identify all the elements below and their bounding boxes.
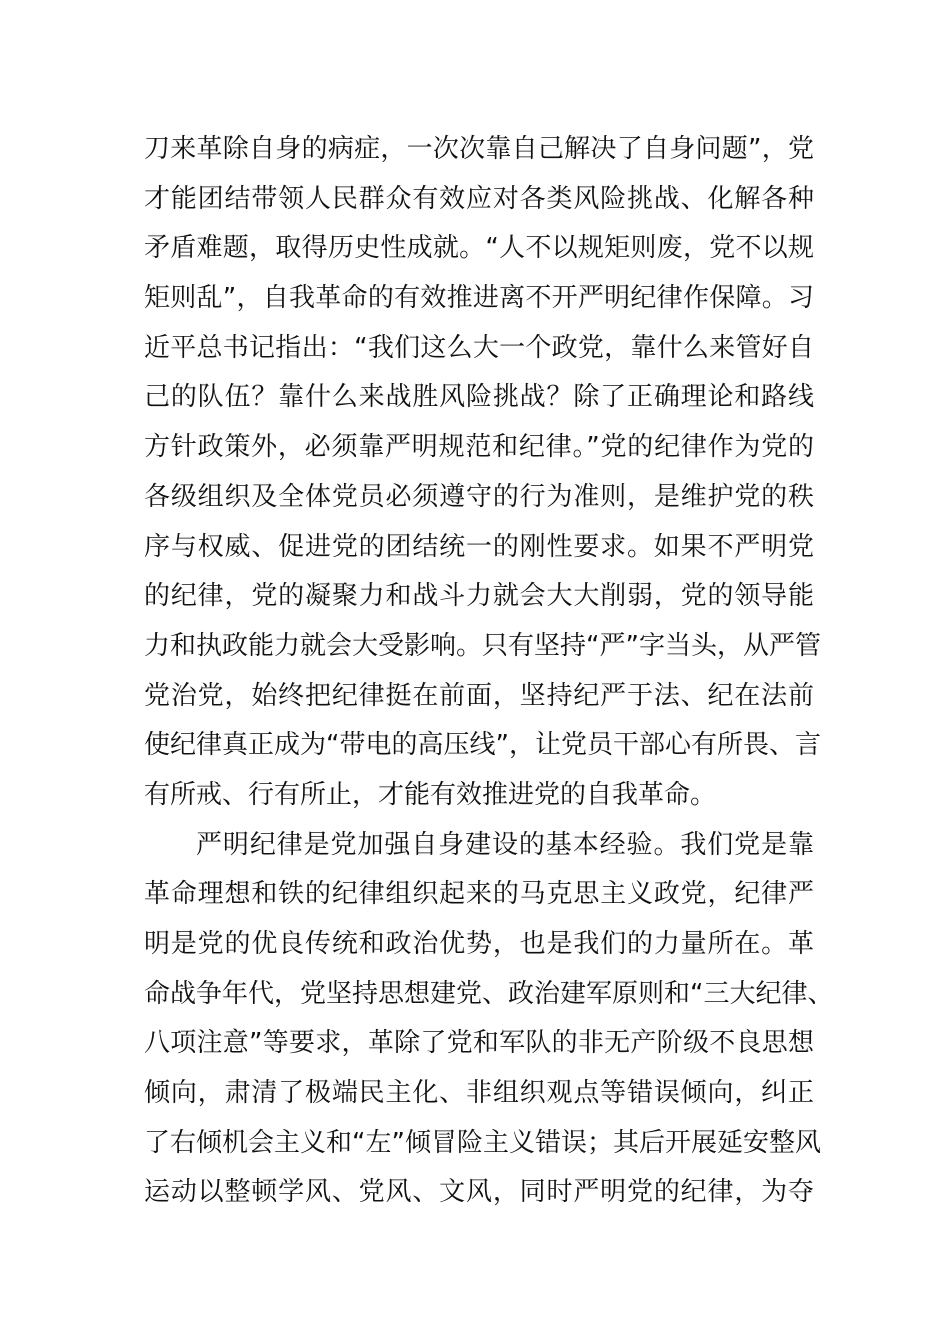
text-line: 明是党的优良传统和政治优势，也是我们的力量所在。革 bbox=[144, 929, 814, 959]
text-line: 近平总书记指出：“我们这么大一个政党，靠什么来管好自 bbox=[144, 332, 814, 363]
text-line: 己的队伍？靠什么来战胜风险挑战？除了正确理论和路线 bbox=[144, 382, 814, 413]
text-line: 刀来革除自身的病症，一次次靠自己解决了自身问题”，党 bbox=[144, 134, 814, 164]
text-line: 严明纪律是党加强自身建设的基本经验。我们党是靠 bbox=[196, 829, 814, 860]
text-line: 革命理想和铁的纪律组织起来的马克思主义政党，纪律严 bbox=[144, 879, 814, 910]
text-line: 矛盾难题，取得历史性成就。“人不以规矩则废，党不以规 bbox=[144, 233, 814, 264]
paragraph-2 bbox=[144, 821, 834, 1219]
text-line: 命战争年代，党坚持思想建党、政治建军原则和“三大纪律、 bbox=[144, 978, 834, 1009]
text-line: 有所戒、行有所止，才能有效推进党的自我革命。 bbox=[144, 779, 717, 810]
text-line: 序与权威、促进党的团结统一的刚性要求。如果不严明党 bbox=[144, 531, 814, 562]
text-line: 才能团结带领人民群众有效应对各类风险挑战、化解各种 bbox=[144, 183, 814, 214]
text-line: 的纪律，党的凝聚力和战斗力就会大大削弱，党的领导能 bbox=[144, 581, 814, 612]
paragraph-1 bbox=[144, 125, 821, 821]
text-line: 方针政策外，必须靠严明规范和纪律。”党的纪律作为党的 bbox=[144, 432, 814, 463]
text-line: 矩则乱”，自我革命的有效推进离不开严明纪律作保障。习 bbox=[144, 283, 814, 314]
text-line: 运动以整顿学风、党风、文风，同时严明党的纪律，为夺 bbox=[144, 1177, 814, 1208]
text-line: 各级组织及全体党员必须遵守的行为准则，是维护党的秩 bbox=[144, 481, 814, 512]
text-line: 使纪律真正成为“带电的高压线”，让党员干部心有所畏、言 bbox=[144, 730, 821, 761]
text-line: 八项注意”等要求，革除了党和军队的非无产阶级不良思想 bbox=[144, 1028, 814, 1059]
text-line: 了右倾机会主义和“左”倾冒险主义错误；其后开展延安整风 bbox=[144, 1127, 821, 1158]
text-line: 倾向，肃清了极端民主化、非组织观点等错误倾向，纠正 bbox=[144, 1078, 814, 1109]
body-text bbox=[144, 125, 834, 1218]
text-line: 党治党，始终把纪律挺在前面，坚持纪严于法、纪在法前 bbox=[144, 680, 814, 711]
text-line: 力和执政能力就会大受影响。只有坚持“严”字当头，从严管 bbox=[144, 630, 821, 661]
